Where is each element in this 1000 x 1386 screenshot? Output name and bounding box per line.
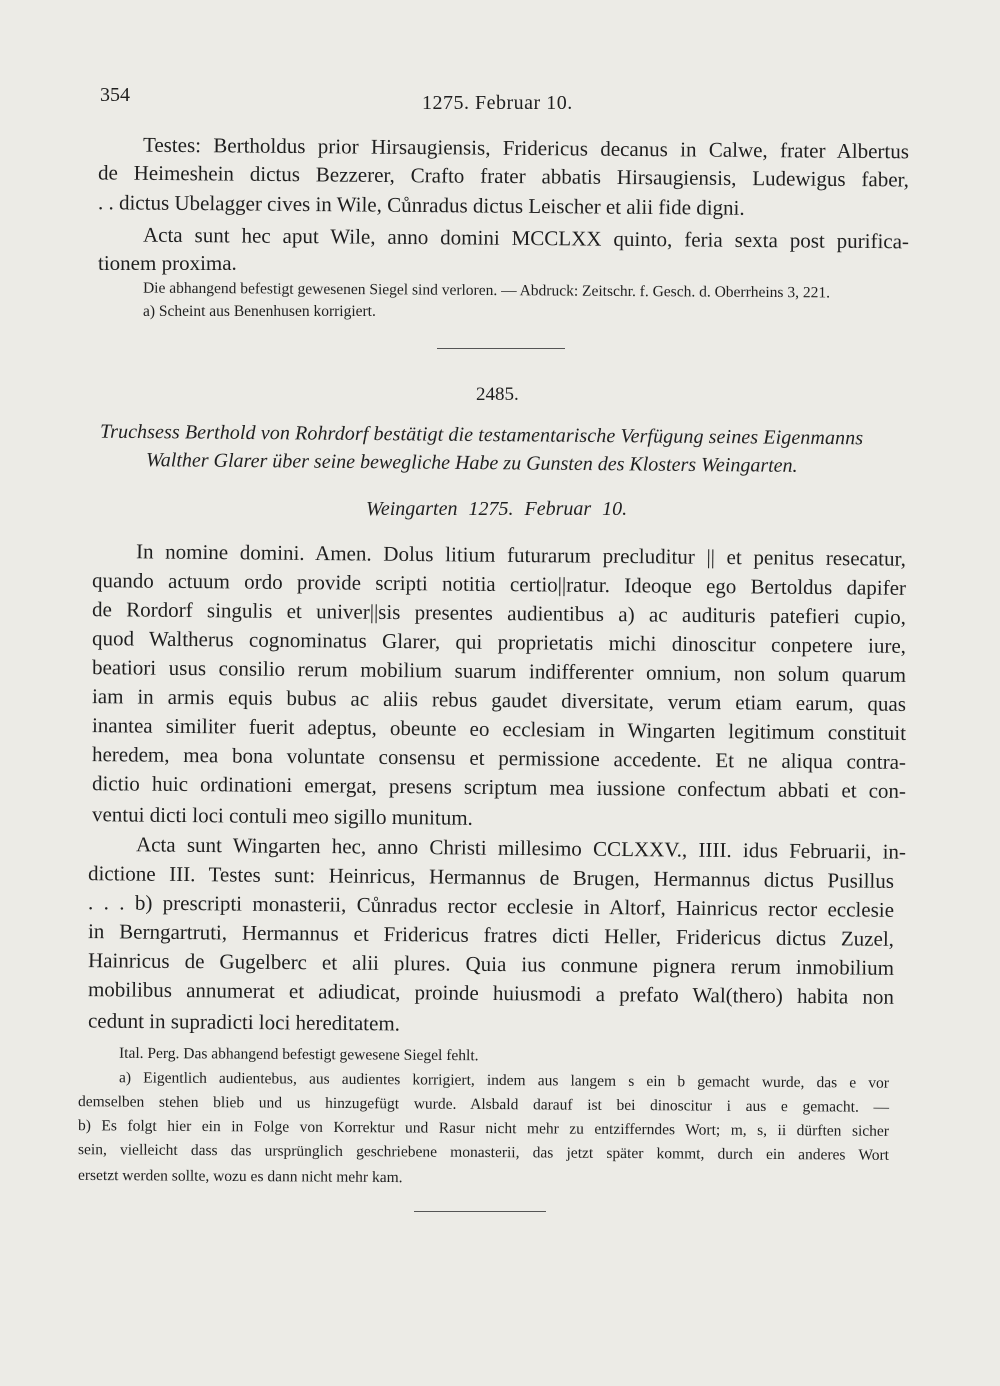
charter-text-line: in Berngartruti, Hermannus et Fridericus fratres dicti Heller, Fridericus dictus Zuzel,	[87, 919, 895, 951]
prev-witness-line: . . dictus Ubelagger cives in Wile, Cůnradus dictus Leischer et alii fide digni.	[97, 190, 745, 220]
regest-line: Truchsess Berthold von Rohrdorf bestätigt die testamentarische Verfügung seines Eigenmanns	[99, 420, 864, 450]
apparatus-note: Ital. Perg. Das abhangend befestigt gewesene Siegel fehlt.	[118, 1044, 479, 1065]
prev-acta-line: Acta sunt hec aput Wile, anno domini MCCLXX quinto, feria sexta post purifica-	[142, 222, 910, 254]
charter-text-line: Hainricus de Gugelberc et alii plures. Quia ius conmune pignera rerum inmobilium	[87, 948, 895, 980]
charter-text-line: . . . b) prescripti monasterii, Cůnradus rector ecclesie in Altorf, Hainricus rector ecclesie	[87, 890, 895, 922]
charter-text-line: iam in armis equis bubus ac aliis rebus gaudet diversitate, verum etiam earum, quas	[91, 684, 907, 716]
charter-text-line: dictione III. Testes sunt: Heinricus, Hermannus de Brugen, Hermannus dictus Pusillus	[87, 861, 895, 893]
charter-number: 2485.	[476, 384, 519, 405]
apparatus-note: a) Eigentlich audientebus, aus audientes korrigiert, indem aus langem s ein b gemacht wurde, das e vor	[118, 1069, 890, 1092]
prev-witness-line: Testes: Bertholdus prior Hirsaugiensis, Fridericus decanus in Calwe, frater Albertus	[142, 132, 910, 164]
charter-text-line: beatiori usus consilio rerum mobilium suarum indifferenter omnium, non solum quarum	[91, 655, 907, 687]
charter-text-line: quando actuum ordo provide scripti notitia certio||ratur. Ideoque ego Bertoldus dapifer	[91, 568, 907, 600]
apparatus-note: ersetzt werden sollte, wozu es dann nicht mehr kam.	[77, 1166, 403, 1187]
charter-text-line: In nomine domini. Amen. Dolus litium futurarum precluditur || et penitus resecatur,	[135, 539, 907, 571]
page-number: 354	[100, 84, 130, 106]
apparatus-note: b) Es folgt hier ein in Folge von Korrektur und Rasur nicht mehr zu entzifferndes Wort; m, s, ii dürften sicher	[77, 1117, 890, 1140]
prev-note: Die abhangend befestigt gewesenen Siegel sind verloren. — Abdruck: Zeitschr. f. Gesch. d. Oberrheins 3, 221.	[142, 279, 831, 302]
charter-date: Weingarten 1275. Februar 10.	[366, 498, 628, 520]
section-divider	[437, 348, 565, 349]
charter-text-line: Acta sunt Wingarten hec, anno Christi millesimo CCLXXV., IIII. idus Februarii, in-	[135, 832, 907, 864]
prev-note: a) Scheint aus Benenhusen korrigiert.	[143, 303, 376, 320]
charter-text-line: mobilibus annumerat et adiudicat, proinde huiusmodi a prefato Wal(thero) habita non	[87, 977, 895, 1009]
charter-text-line: ventui dicti loci contuli meo sigillo munitum.	[91, 802, 473, 830]
section-divider	[414, 1211, 546, 1212]
running-head: 1275. Februar 10.	[422, 92, 573, 114]
apparatus-note: sein, vielleicht dass das ursprünglich geschriebene monasterii, das jetzt später kommt, durch ein anderes Wort	[77, 1141, 890, 1164]
apparatus-note: demselben stehen blieb und us hinzugefügt wurde. Alsbald darauf ist bei dinoscitur i aus e gemacht. —	[77, 1093, 890, 1116]
charter-text-line: cedunt in supradicti loci hereditatem.	[87, 1008, 401, 1036]
charter-text-line: heredem, mea bona voluntate consensu et permissione accedente. Et ne aliqua contra-	[91, 742, 907, 774]
charter-text-line: de Rordorf singulis et univer||sis presentes audientibus a) ac audituris patefieri cupio,	[91, 597, 907, 629]
charter-text-line: inantea similiter fuerit adeptus, obeunte eo ecclesiam in Wingarten legitimum constituit	[91, 713, 907, 745]
regest-line: Walther Glarer über seine bewegliche Habe zu Gunsten des Klosters Weingarten.	[145, 449, 798, 477]
prev-witness-line: de Heimeshein dictus Bezzerer, Crafto frater abbatis Hirsaugiensis, Ludewigus faber,	[97, 160, 910, 192]
charter-text-line: quod Waltherus cognominatus Glarer, qui proprietatis michi dinoscitur conpetere iure,	[91, 626, 907, 658]
prev-acta-line: tionem proxima.	[98, 251, 237, 275]
charter-text-line: dictio huic ordinationi emergat, presens scriptum mea iussione confectum abbati et con-	[91, 771, 907, 803]
